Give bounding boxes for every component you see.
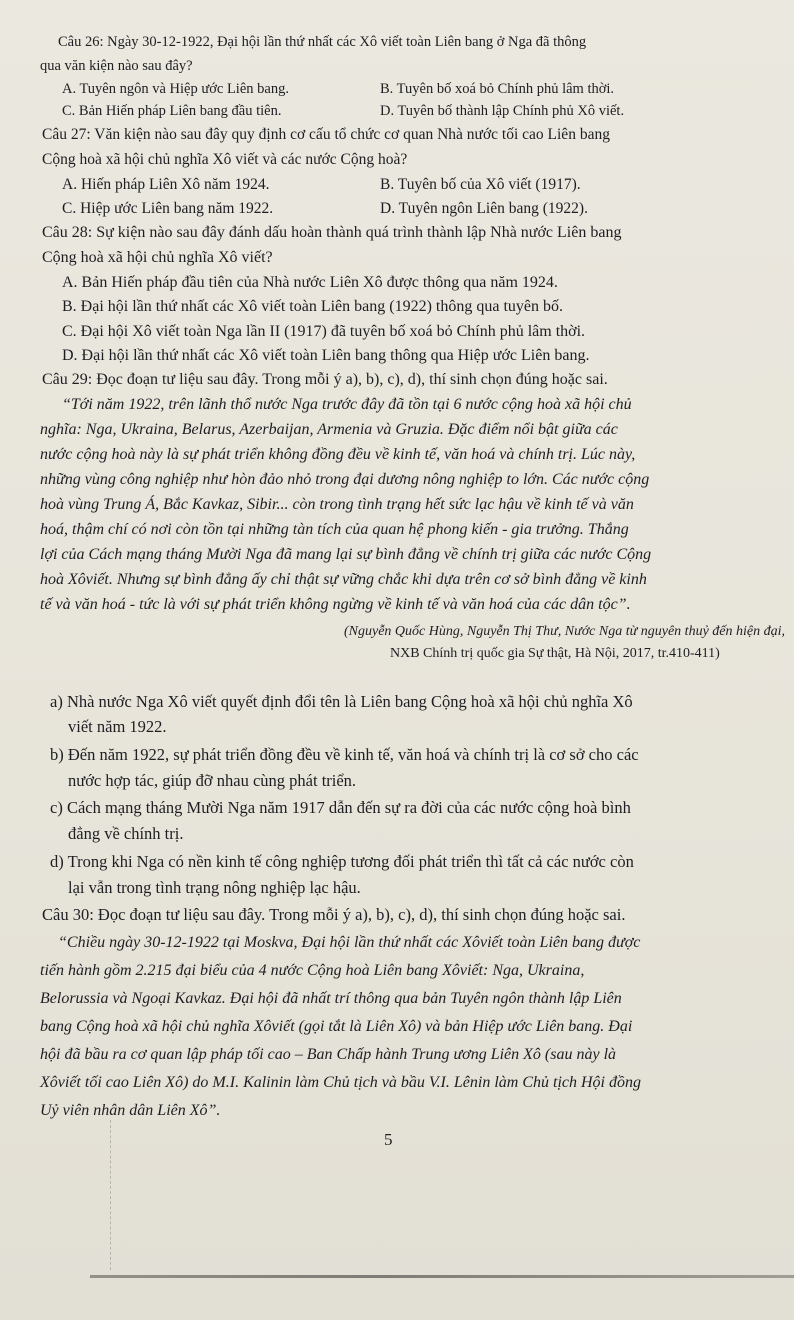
q29-statement-d-line2: lại vẫn trong tình trạng nông nghiệp lạc hậu. <box>68 878 361 897</box>
q27-stem-line1: Câu 27: Văn kiện nào sau đây quy định cơ cấu tổ chức cơ quan Nhà nước tối cao Liên bang <box>42 126 610 143</box>
q29-statement-b-line2: nước hợp tác, giúp đỡ nhau cùng phát triển. <box>68 771 357 790</box>
q30-passage-line6: Xôviết tối cao Liên Xô) do M.I. Kalinin làm Chủ tịch và bầu V.I. Lênin làm Chủ tịch Hội đồng <box>40 1074 641 1091</box>
q29-statement-b-line1: b) Đến năm 1922, sự phát triển đồng đều về kinh tế, văn hoá và chính trị là cơ sở cho các <box>50 745 639 764</box>
fold-mark <box>110 1120 112 1270</box>
q29-passage-line7: lợi của Cách mạng tháng Mười Nga đã mang lại sự bình đẳng về chính trị giữa các nước Cộng <box>40 546 652 563</box>
q27-option-b: B. Tuyên bố của Xô viết (1917). <box>380 176 581 193</box>
q28-option-c: C. Đại hội Xô viết toàn Nga lần II (1917) đã tuyên bố xoá bỏ Chính phủ lâm thời. <box>62 323 586 340</box>
q28-option-b: B. Đại hội lần thứ nhất các Xô viết toàn Liên bang (1922) thông qua tuyên bố. <box>62 298 563 315</box>
q29-statement-d-line1: d) Trong khi Nga có nền kinh tế công nghiệp tương đối phát triển thì tất cả các nước còn <box>50 852 634 871</box>
q30-passage-line2: tiến hành gồm 2.215 đại biểu của 4 nước Cộng hoà Liên bang Xôviết: Nga, Ukraina, <box>40 962 585 979</box>
q29-passage-line5: hoà vùng Trung Á, Bắc Kavkaz, Sibir... còn trong tình trạng hết sức lạc hậu về kinh tế và văn <box>40 496 634 513</box>
q29-source-line2: NXB Chính trị quốc gia Sự thật, Hà Nội, 2017, tr.410-411) <box>390 646 720 661</box>
q29-passage-line8: hoà Xôviết. Nhưng sự bình đẳng ấy chỉ thật sự vững chắc khi dựa trên cơ sở bình đẳng về kinh <box>40 571 647 588</box>
q26-stem-line1: Câu 26: Ngày 30-12-1922, Đại hội lần thứ nhất các Xô viết toàn Liên bang ở Nga đã thông <box>58 34 587 50</box>
q30-passage-line3: Belorussia và Ngoại Kavkaz. Đại hội đã nhất trí thông qua bản Tuyên ngôn thành lập Liên <box>40 990 622 1007</box>
q27-option-c: C. Hiệp ước Liên bang năm 1922. <box>62 200 274 217</box>
q26-option-c: C. Bản Hiến pháp Liên bang đầu tiên. <box>62 103 282 119</box>
q27-option-a: A. Hiến pháp Liên Xô năm 1924. <box>62 176 270 193</box>
q28-option-d: D. Đại hội lần thứ nhất các Xô viết toàn Liên bang thông qua Hiệp ước Liên bang. <box>62 347 590 364</box>
q29-statement-a-line2: viết năm 1922. <box>68 717 167 736</box>
q27-option-d: D. Tuyên ngôn Liên bang (1922). <box>380 200 588 217</box>
q29-statement-c-line2: đẳng về chính trị. <box>68 824 184 843</box>
q29-passage-line1: “Tới năm 1922, trên lãnh thổ nước Nga trước đây đã tồn tại 6 nước cộng hoà xã hội chủ <box>62 396 632 413</box>
q29-passage-line6: hoá, thậm chí có nơi còn tồn tại những tàn tích của quan hệ phong kiến - gia trưởng. Thắng <box>40 521 629 538</box>
q28-stem-line2: Cộng hoà xã hội chủ nghĩa Xô viết? <box>42 249 273 266</box>
q26-option-d: D. Tuyên bố thành lập Chính phủ Xô viết. <box>380 103 625 119</box>
q26-option-a: A. Tuyên ngôn và Hiệp ước Liên bang. <box>62 81 289 97</box>
q30-passage-line4: bang Cộng hoà xã hội chủ nghĩa Xôviết (gọi tắt là Liên Xô) và bản Hiệp ước Liên bang. Đại <box>40 1018 633 1035</box>
q29-stem: Câu 29: Đọc đoạn tư liệu sau đây. Trong mỗi ý a), b), c), d), thí sinh chọn đúng hoặc sai. <box>42 371 608 388</box>
q30-passage-line1: “Chiều ngày 30-12-1922 tại Moskva, Đại hội lần thứ nhất các Xôviết toàn Liên bang được <box>58 934 641 951</box>
q30-stem: Câu 30: Đọc đoạn tư liệu sau đây. Trong mỗi ý a), b), c), d), thí sinh chọn đúng hoặc sai. <box>42 905 626 924</box>
q29-passage-line9: tế và văn hoá - tức là với sự phát triển không ngừng về kinh tế và văn hoá của các dân tộc”. <box>40 596 631 613</box>
q29-statement-c-line1: c) Cách mạng tháng Mười Nga năm 1917 dẫn đến sự ra đời của các nước cộng hoà bình <box>50 798 631 817</box>
q29-statement-a-line1: a) Nhà nước Nga Xô viết quyết định đổi tên là Liên bang Cộng hoà xã hội chủ nghĩa Xô <box>50 692 633 711</box>
q29-passage-line4: những vùng công nghiệp như hòn đảo nhỏ trong đại dương nông nghiệp to lớn. Các nước cộng <box>40 471 650 488</box>
q30-passage-line7: Uỷ viên nhân dân Liên Xô”. <box>40 1102 221 1119</box>
q29-source-line1: (Nguyễn Quốc Hùng, Nguyễn Thị Thư, Nước Nga từ nguyên thuỷ đến hiện đại, <box>344 624 785 639</box>
q29-passage-line3: nước cộng hoà này là sự phát triển không đồng đều về kinh tế, văn hoá và chính trị. Lúc này, <box>40 446 636 463</box>
q30-passage-line5: hội đã bầu ra cơ quan lập pháp tối cao – Ban Chấp hành Trung ương Liên Xô (sau này là <box>40 1046 617 1063</box>
q28-stem-line1: Câu 28: Sự kiện nào sau đây đánh dấu hoàn thành quá trình thành lập Nhà nước Liên bang <box>42 224 622 241</box>
q27-stem-line2: Cộng hoà xã hội chủ nghĩa Xô viết và các nước Cộng hoà? <box>42 151 408 168</box>
page-bottom-rule <box>90 1275 794 1278</box>
q26-option-b: B. Tuyên bố xoá bỏ Chính phủ lâm thời. <box>380 81 615 97</box>
page-number: 5 <box>384 1130 393 1149</box>
q26-stem-line2: qua văn kiện nào sau đây? <box>40 58 193 74</box>
q29-passage-line2: nghĩa: Nga, Ukraina, Belarus, Azerbaijan, Armenia và Gruzia. Đặc điểm nổi bật giữa các <box>40 421 618 438</box>
q28-option-a: A. Bản Hiến pháp đầu tiên của Nhà nước Liên Xô được thông qua năm 1924. <box>62 274 558 291</box>
